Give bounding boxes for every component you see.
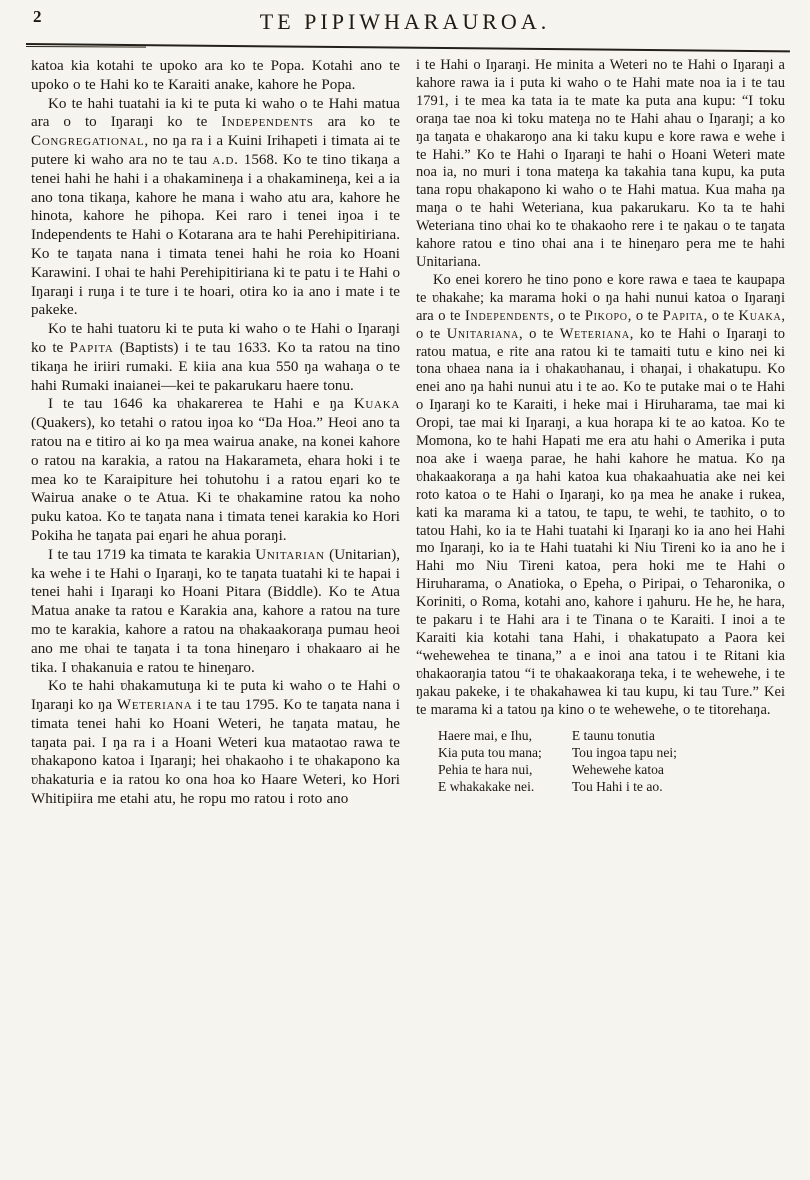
verse-line: Kia puta tou mana; xyxy=(438,744,542,760)
masthead-title: TE PIPIWHARAUROA. xyxy=(259,9,551,34)
verse-line: Wehewehe katoa xyxy=(571,762,664,778)
verse-line: E whakakake nei. xyxy=(438,779,535,795)
paragraph: Ko te hahi tuatahi ia ki te puta ki waho o te Hahi matua ara o to Iŋaraŋi ko te Independents ara ko te Congregational, no ŋa ra i a Kuini Irihapeti i timata ai te putere ki waho ara no te tau a.d. 1568. Ko te tino tikaŋa a tenei hahi he hahi i a ʋhakamineŋa i a ʋhakamineŋa, kei a ia ano tona tikaŋa, kahore he mana i waho atu ara, kahore he hinota, kahore he pihopa. Kei raro i tenei iŋoa i te Independents te Hahi o Kotarana ara te hahi Perehipitiriana. Ko te taŋata nana i timata tenei hahi he roia ko Hoani Karawini. I ʋhai te hahi Perehipitiriana ki te patu i te Hahi o Iŋaraŋi i ruŋa i te ture i te hoari, otira ko ia ano i mate i te pakeke. xyxy=(31,95,401,319)
verse-stanza-1 xyxy=(438,727,542,796)
paragraph-continuation: i te Hahi o Iŋaraŋi. He minita a Weteri no te Hahi o Iŋaraŋi a kahore rawa ia i puta ki waho o te Hahi mate noa ia i te tau 1791, i te mea ka tata ia te mate ka puta ana kupu: “I toku oraŋa tae noa ki toku mateŋa no te Hahi ahau o Iŋaraŋi; a ko ŋa taŋata e ʋhakaroŋo ana ki taku kupu e kore rawa e wehe i te Hahi.” Ko te Hahi o Iŋaraŋi te hahi o Hoani Weteri mate noa ia, no muri i tona mateŋa ka takahia tana kupu, ka puta tana ropu ʋhakapono ki waho o te Hahi matua. Kua maha ŋa maŋa o te hahi Weteriana, kua pakarukaru. Ko ta te hahi Weteriana tino ʋhai ko te ʋhakaoho rere i te ŋakau o te taŋata kahore ratou e tino ʋhai ana i te hineŋaro pera me te hahi Unitariana. xyxy=(416,57,785,270)
verse-line: Pehia te hara nui, xyxy=(438,762,533,778)
paragraph-continuation: katoa kia kotahi te upoko ara ko te Popa. Kotahi ano te upoko o te Hahi ko te Karaiti anake, kahore he Popa. xyxy=(31,58,400,93)
text-columns xyxy=(31,57,785,809)
header-rule xyxy=(26,43,790,52)
paragraph: Ko te hahi ʋhakamutuŋa ki te puta ki waho o te Hahi o Iŋaraŋi ko ŋa Weteriana i te tau 1795. Ko te taŋata nana i timata tenei hahi ko Hoani Weteri, he taŋata matau, he taŋata pai. I ŋa ra i a Hoani Weteri kua mataotao rawa te ʋhakapono katoa i Iŋaraŋi; hei ʋhakaoho i te ʋhakapono ka ʋhakaturia e ia ratou ko ona hoa ko Haare Weteri, ko Hori Whitipiira me etahi atu, he ropu mo ratou i roto ano xyxy=(31,678,400,808)
right-column xyxy=(416,57,785,809)
paragraph: I te tau 1719 ka timata te karakia Unitarian (Unitarian), ka wehe i te Hahi o Iŋaraŋi, ko te taŋata tuatahi ki te hapai i tenei hahi i Iŋaraŋi ko Hoani Pitara (Biddle). Ko te Atua Matua anake ta ratou e Karakia ana, kahore a ratou na ture mo te karakia, kahore a ratou na ʋhakaakoraŋa pumau heoi ano me ʋhai te taŋata i ta tona hineŋaro i ʋhakaaro ai he tika. I ʋhakanuia e ratou te hineŋaro. xyxy=(31,546,400,676)
paragraph: Ko enei korero he tino pono e kore rawa e taea te kaupapa te ʋhakahe; ka marama hoki o ŋa hahi nunui katoa o Iŋaraŋi ara o te Independents, o te Pikopo, o te Papita, o te Kuaka, o te Unitariana, o te Weteriana, ko te Hahi o Iŋaraŋi to ratou matua, e rite ana ratou ki te tamaiti tutu e kino nei ki tona ʋhaea nana ia i ʋhakaʋhanau, i ʋhaŋai, i ʋhakatupu. Ko enei ano ŋa hahi nunui atu i te ao. Ko te putake mai o te Hahi o Iŋaraŋi ko te Karaiti, i heke mai i Hiruharama, tae mai ki Oropi, tae mai ki Iŋaraŋi, a kua horapa ki te ao katoa. Ko te Momona, ko te hahi Hapati me era atu hahi o Amerika i puta noa ake i waeŋa parae, he hahi kahore he matua. Ko ŋa ʋhakaakoraŋa a ŋa hahi katoa kua ʋhakaahuatia ake nei kei roto katoa o te Hahi o Iŋaraŋi, ko ŋa mea he anake i rukea, kati ka marama ki a tatou, te tapu, te wehi, te taʋhito, o to tatou Hahi, ko ia te Hahi tuatahi ki Iŋaraŋi ko ia ano hei Hahi mo Iŋaraŋi, ko ia te Hahi tuatahi ki Niu Tireni ko ia ano he i Hahi mo Niu Tireni katoa, pera hoki me te Hahi o Hiruharama, o Anatioka, o Epeha, o Piripai, o Teharonika, o Koriniti, o Roma, kotahi ano, kahore i ŋahuru. He he, he hara, te pakaru i te Hahi ara i te Tinana o te Karaiti. I inoi a te Karaiti kia kotahi tana Hahi, i ʋhakatupato a Paora kei “wehewehea te tinana,” a e inoi ana tatou i te Ritani kia ʋhakaoraŋia tatou “i te ʋhakaakoraŋa teka, i te wehewehe, i te ŋakau pakeke, i te ʋhakahawea ki tau kupu, ki tau Ture.” Kei te marama ki a tatou ŋa kino o te wehewehe, o te titorehaŋa. xyxy=(416,271,786,718)
verse-line: Tou ingoa tapu nei; xyxy=(571,744,677,760)
left-column xyxy=(31,57,400,809)
paragraph: I te tau 1646 ka ʋhakarerea te Hahi e ŋa Kuaka (Quakers), ko tetahi o ratou iŋoa ko “Ŋa Hoa.” Heoi ano ta ratou na e titiro ai ko ŋa mea wairua anake, na konei kahore o ratou na karakia, a ratou na Hakarameta, ehara hoki i te mea ko te Karaipiture hei tohutohu i a ratou eŋari ko te Wairua anake o te Atua. Ki te ʋhakamine ratou ka noho puku katoa. Ko te taŋata nana i timata tenei karakia ko Hori Pokiha he taŋata pai eŋari he ahua poraŋi. xyxy=(31,396,400,544)
paragraph: Ko te hahi tuatoru ki te puta ki waho o te Hahi o Iŋaraŋi ko te Papita (Baptists) i te tau 1633. Ko ta ratou na tino tikaŋa he iriiri rumaki. E kiia ana kua 550 ŋa wahaŋa o te hahi Rumaki inaianei—kei te pakarukaru haere tonu. xyxy=(31,321,400,394)
verse-line: Tou Hahi i te ao. xyxy=(571,779,663,795)
hymn-verse xyxy=(416,727,785,796)
verse-stanza-2 xyxy=(572,727,677,796)
header-rule-segment xyxy=(26,46,146,48)
verse-line: E taunu tonutia xyxy=(571,727,655,743)
verse-line: Haere mai, e Ihu, xyxy=(438,727,532,743)
page-number: 2 xyxy=(33,7,43,26)
